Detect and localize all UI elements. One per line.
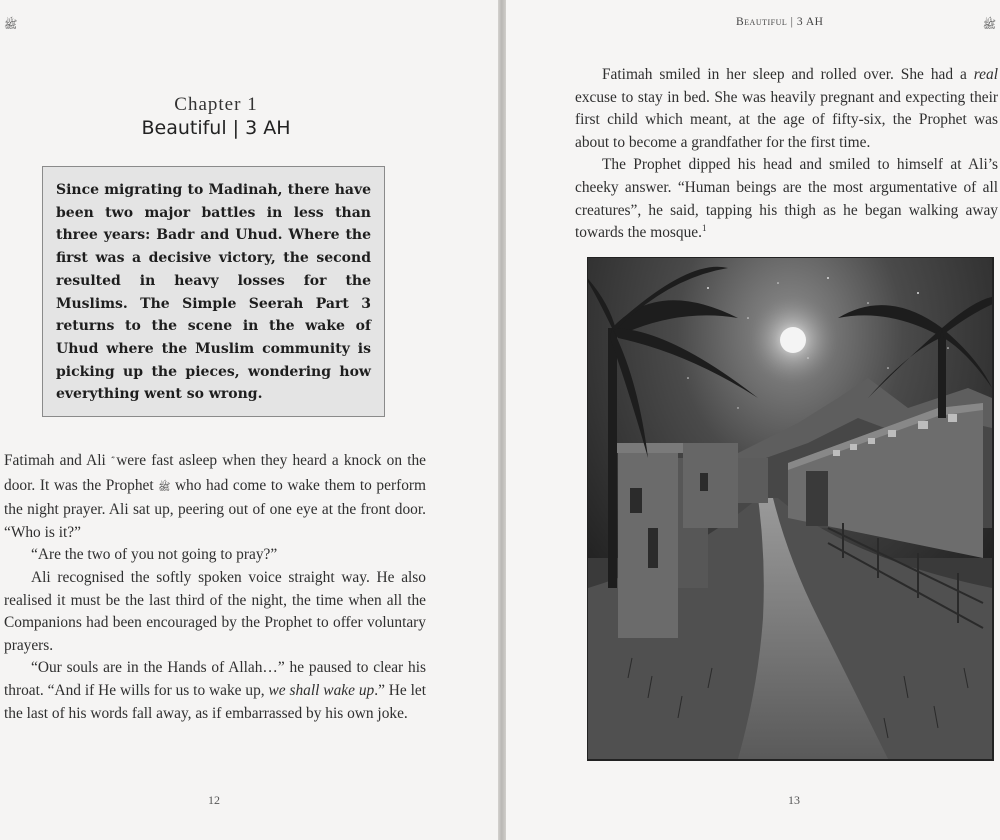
left-body-text [4,450,426,725]
text-run: .” He let the last of his words fall away, as if embarrassed by his own joke. [4,681,426,722]
chapter-title: Beautiful | 3 AH [141,117,291,139]
page-number-right: 13 [788,793,800,807]
night-village-street-illustration [587,257,994,761]
right-page [506,0,1000,840]
paragraph: Ali recognised the softly spoken voice straight way. He also realised it must be the last third of the night, the time when all the Companions had been encouraged by the Prophet to offer voluntary prayers. [4,568,426,654]
text-run: excuse to stay in bed. She was heavily pregnant and expecting their first child which meant, at the age of fifty-six, the Prophet was about to become a grandfather for the first time. [575,88,998,151]
salawat-glyph: ﷺ [158,481,171,493]
text-run: who had come to wake them to perform the night prayer. Ali sat up, peering out of one eye at the front door. “Who is it?” [4,476,426,541]
paragraph [575,154,998,244]
paragraph [575,64,998,154]
right-body-text [575,64,998,245]
page-number-left: 12 [208,793,220,807]
text-run: The Prophet dipped his head and smiled to himself at Ali’s cheeky answer. “Human beings are the most argumentative of all creatures”, he said, tapping his thigh as he began walking away towards the mosque. [575,156,998,242]
left-page [0,0,498,840]
running-head-separator: | [787,16,797,28]
intro-box-text: Since migrating to Madinah, there have been two major battles in less than three years: Badr and Uhud. Where the first was a decisive victory, the second resulted in heavy losses for the Muslims. The Simple Seerah Part 3 returns to the scene in the wake of Uhud where the Muslim community is picking up the pieces, wondering how everything went so wrong. [56,182,371,403]
footnote-marker: 1 [701,223,707,234]
italic-text: real [973,66,998,83]
running-head [736,16,823,28]
italic-text: we shall wake up [268,681,375,699]
salawat-ornament-icon: ﷺ [982,18,996,31]
running-head-year: 3 AH [796,16,824,28]
paragraph [4,450,426,544]
salawat-ornament-icon: ﷺ [4,18,18,31]
running-head-title: Beautiful [736,16,788,28]
intro-box [42,166,385,417]
text-run: Fatimah smiled in her sleep and rolled over. She had a [602,66,974,83]
text-run: were fast asleep when they heard a knock on the door. It was the Prophet [4,452,426,494]
text-run: Fatimah and Ali [4,452,112,469]
book-gutter [498,0,506,840]
chapter-number: Chapter 1 [174,94,258,115]
paragraph [4,657,426,725]
text-run: “Our souls are in the Hands of Allah…” he paused to clear his throat. “And if He wills for us to wake up, [4,659,426,699]
paragraph: “Are the two of you not going to pray?” [31,546,278,564]
